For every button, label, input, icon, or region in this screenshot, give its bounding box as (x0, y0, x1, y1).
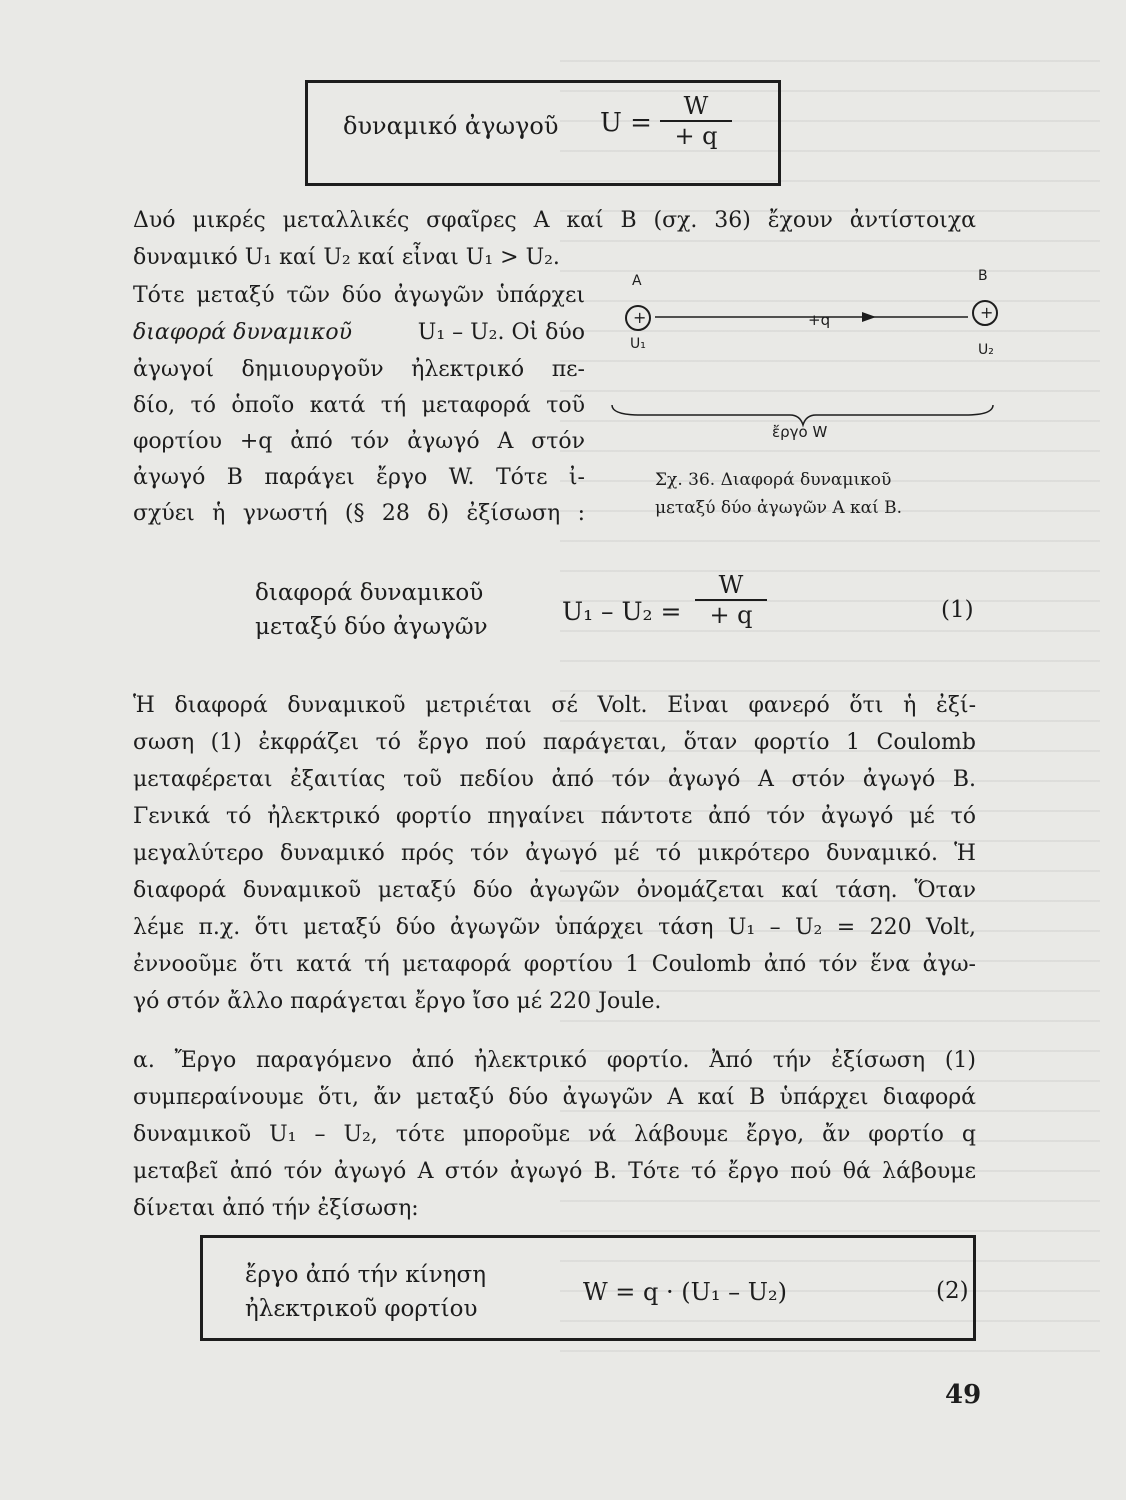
para1-line-5: μεγαλύτερο δυναμικό πρός τόν ἀγωγό μέ τό μικρότερο δυναμικό. Ἡ (133, 841, 976, 866)
charge-a: + (633, 308, 647, 327)
formula2-denominator: + q (709, 601, 753, 629)
formula1-fraction (660, 92, 732, 150)
formula3-label-1: ἔργο ἀπό τήν κίνηση (245, 1262, 487, 1288)
section-a-line-5: δίνεται ἀπό τήν ἐξίσωση: (133, 1196, 419, 1221)
u2-label: U₂ (978, 342, 994, 358)
para1-line-2: σωση (1) ἐκφράζει τό ἔργο πού παράγεται, ὅταν φορτίο 1 Coulomb (133, 730, 976, 755)
label-a: A (632, 273, 642, 289)
section-a-line-4: μεταβεῖ ἀπό τόν ἀγωγό Α στόν ἀγωγό Β. Τότε τό ἔργο πού θά λάβουμε (133, 1159, 976, 1184)
para1-line-3: μεταφέρεται ἐξαιτίας τοῦ πεδίου ἀπό τόν ἀγωγό Α στόν ἀγωγό Β. (133, 767, 976, 792)
eq-number-2: (2) (936, 1278, 969, 1304)
formula3-expr: W = q · (U₁ – U₂) (583, 1278, 787, 1306)
arrow-head (862, 312, 876, 322)
caption-line-2: μεταξύ δύο ἀγωγῶν Α καί Β. (655, 498, 903, 518)
figure-36-diagram (600, 265, 1000, 480)
formula2-lhs: U₁ – U₂ = (562, 597, 682, 626)
formula2-label-1: διαφορά δυναμικοῦ (255, 580, 484, 606)
formula2-fraction (695, 571, 767, 629)
formula3-label-2: ἠλεκτρικοῦ φορτίου (245, 1296, 478, 1322)
para1-line-9: γό στόν ἄλλο παράγεται ἔργο ἴσο μέ 220 Joule. (133, 989, 662, 1014)
page-number: 49 (945, 1380, 982, 1410)
charge-b: + (980, 303, 994, 322)
formula1-denominator: + q (674, 122, 718, 150)
side-line-7: σχύει ἡ γνωστή (§ 28 δ) ἐξίσωση : (133, 501, 585, 526)
para1-line-4: Γενικά τό ἠλεκτρικό φορτίο πηγαίνει πάντοτε ἀπό τόν ἀγωγό μέ τό (133, 804, 976, 829)
para1-line-1: Ἡ διαφορά δυναμικοῦ μετριέται σέ Volt. Εἶναι φανερό ὅτι ἡ ἐξί- (133, 693, 976, 718)
para1-line-7: λέμε π.χ. ὅτι μεταξύ δύο ἀγωγῶν ὑπάρχει τάση U₁ – U₂ = 220 Volt, (133, 915, 976, 940)
section-a-line-1: α. Ἔργο παραγόμενο ἀπό ἠλεκτρικό φορτίο. Ἀπό τήν ἐξίσωση (1) (133, 1048, 976, 1073)
work-brace (612, 405, 993, 425)
formula1-lhs: U = (600, 108, 652, 138)
side-line-4: δίο, τό ὁποῖο κατά τή μεταφορά τοῦ (133, 393, 585, 418)
label-b: B (978, 268, 988, 284)
intro-line-1: Δυό μικρές μεταλλικές σφαῖρες Α καί Β (σχ. 36) ἔχουν ἀντίστοιχα (133, 208, 976, 233)
formula1-label: δυναμικό ἀγωγοῦ (343, 112, 559, 140)
caption-line-1: Σχ. 36. Διαφορά δυναμικοῦ (655, 470, 892, 490)
side-line-3: ἀγωγοί δημιουργοῦν ἠλεκτρικό πε- (133, 357, 585, 382)
para1-line-6: διαφορά δυναμικοῦ μεταξύ δύο ἀγωγῶν ὀνομάζεται καί τάση. Ὅταν (133, 878, 976, 903)
side-line-1: Τότε μεταξύ τῶν δύο ἀγωγῶν ὑπάρχει (133, 283, 585, 308)
formula2-label-2: μεταξύ δύο ἀγωγῶν (255, 614, 488, 640)
side-line-6: ἀγωγό Β παράγει ἔργο W. Τότε ἰ- (133, 465, 585, 490)
side-line-2 (133, 320, 585, 345)
para1-line-8: ἐννοοῦμε ὅτι κατά τή μεταφορά φορτίου 1 Coulomb ἀπό τόν ἕνα ἀγω- (133, 952, 976, 977)
side-line-2-italic: διαφορά δυναμικοῦ (133, 320, 352, 345)
side-line-5: φορτίου +q ἀπό τόν ἀγωγό Α στόν (133, 429, 585, 454)
formula2-numerator: W (718, 571, 744, 599)
intro-line-2: δυναμικό U₁ καί U₂ καί εἶναι U₁ > U₂. (133, 245, 560, 270)
charge-q: +q (808, 311, 831, 329)
formula1-numerator: W (683, 92, 709, 120)
section-a-line-2: συμπεραίνουμε ὅτι, ἄν μεταξύ δύο ἀγωγῶν Α καί Β ὑπάρχει διαφορά (133, 1085, 976, 1110)
eq-number-1: (1) (941, 597, 974, 623)
side-line-2-rest: U₁ – U₂. Οἱ δύο (417, 320, 585, 345)
u1-label: U₁ (630, 336, 646, 352)
work-label: ἔργο W (772, 423, 828, 441)
section-a-line-3: δυναμικοῦ U₁ – U₂, τότε μποροῦμε νά λάβουμε ἔργο, ἄν φορτίο q (133, 1122, 976, 1147)
